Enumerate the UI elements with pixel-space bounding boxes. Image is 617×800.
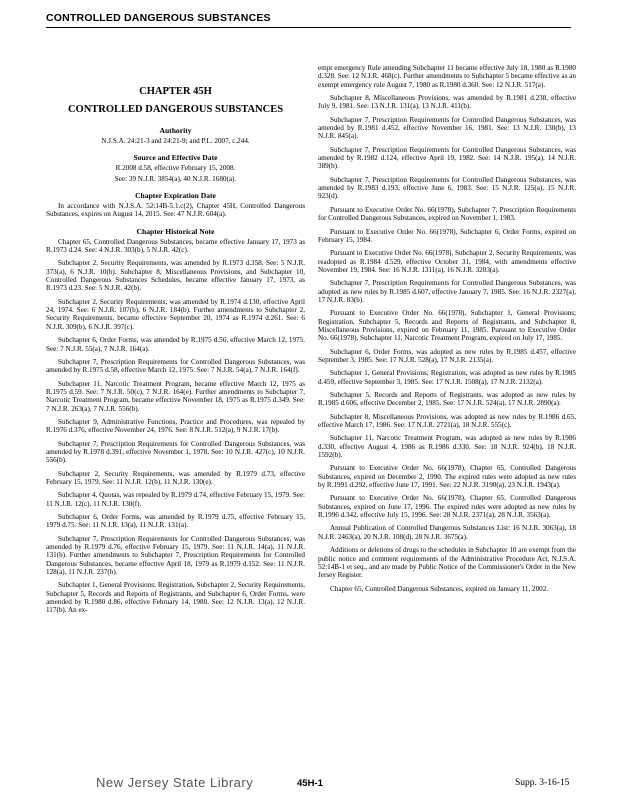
expiration-heading: Chapter Expiration Date: [135, 191, 216, 201]
history-paragraph: Pursuant to Executive Order No. 66(1978), Subchapter 6, Order Forms, expired on February 15, 1984.: [318, 227, 576, 244]
history-paragraph: Subchapter 9, Administrative Functions, Practice and Procedures, was repealed by R.1976 d.376, effective November 24, 1976. See: 8 N.J.R. 512(a), 9 N.J.R. 17(b).: [46, 417, 305, 435]
history-paragraph: Pursuant to Executive Order No. 66(1978), Chapter 65, Controlled Dangerous Substances, expired on June 17, 1996. The expired rules were adopted as new rules by R.1996 d.342, effective July 15, 1996. See: 28 N.J.R. 2371(a), 28 N.J.R. 3563(a).: [318, 494, 576, 520]
history-paragraph: Subchapter 7, Prescription Requirements for Controlled Dangerous Substances, was amended by R.1981 d.452, effective November 16, 1981. See: 13 N.J.R. 130(b), 13 N.J.R. 845(a).: [318, 115, 576, 141]
history-paragraph: Subchapter 6, Order Forms, was amended by R.1979 d.75, effective February 15, 1979 d.75. See: 11 N.J.R. 13(a), 11 N.J.R. 131(a).: [46, 513, 305, 530]
history-paragraph: Subchapter 1, General Provisions; Registration, Subchapter 2, Security Requirements, Subchapter 5, Records and Reports of Registrants, and Subchapter 6, Order Forms, were amended by R.1980 d.86, effective February 14, 1980. See: 12 N.J.R. 13(a), 12 N.J.R. 117(b). An ex-: [46, 581, 305, 615]
history-paragraph: Subchapter 7, Prescription Requirements for Controlled Dangerous Substances, was amended by R.1975 d.58, effective March 12, 1975. See: 7 N.J.R. 54(a), 7 N.J.R. 164(f).: [46, 357, 305, 375]
source-line: R.2008 d.58, effective February 15, 2008.: [115, 164, 236, 173]
history-heading: Chapter Historical Note: [136, 226, 215, 236]
header-rule: [46, 27, 571, 28]
history-paragraph: Subchapter 2, Security Requirements, was amended by R.1974 d.130, effective April 24, 1974. See: 6 N.J.R. 107(b), 6 N.J.R. 184(b). Further amendments to Subchapter 2, Security Requirements, became effective September 20, 1974 as R.1974 d.261. See: 6 N.J.R. 309(b), 6 N.J.R. 397(c).: [46, 297, 305, 331]
history-paragraph: Subchapter 2, Security Requirements, was amended by R.1973 d.358. See: 5 N.J.R. 373(a), 6 N.J.R. 10(b). Subchapter 8, Miscellaneous Provisions, and Subchapter 10, Controlled Dangerous Substances Schedules, became effective January 17, 1973, as R.1973 d.23. See: 5 N.J.R. 42(b).: [46, 259, 305, 293]
page-number: 45H-1: [297, 778, 323, 789]
history-paragraph: Subchapter 7, Prescription Requirements for Controlled Dangerous Substances, was amended by R.1982 d.124, effective April 19, 1982. See: 14 N.J.R. 195(a), 14 N.J.R. 389(b).: [318, 145, 576, 171]
right-column: [318, 64, 576, 598]
history-paragraph: Subchapter 6, Order Forms, was amended by R.1975 d.56, effective March 12, 1975. See: 7 N.J.R. 55(a), 7 N.J.R. 164(a).: [46, 336, 305, 353]
history-paragraph: Subchapter 7, Prescription Requirements for Controlled Dangerous Substances, was amended by R.1978 d.391, effective November 1, 1978. See: 10 N.J.R. 427(c), 10 N.J.R. 556(b).: [46, 439, 305, 465]
library-watermark: New Jersey State Library: [96, 775, 254, 790]
authority-text: N.J.S.A. 24:21-3 and 24:21-9; and P.L. 2007, c.244.: [101, 137, 250, 145]
history-paragraph: Subchapter 11, Narcotic Treatment Program, was adopted as new rules by R.1986 d.330, effective August 4, 1986 as R.1986 d.330. See: 18 N.J.R. 924(b), 18 N.J.R. 1592(b).: [318, 434, 576, 460]
supplement-date: Supp. 3-16-15: [515, 778, 570, 788]
history-paragraph: Subchapter 2, Security Requirements, was amended by R.1979 d.73, effective February 15, 1979. See: 11 N.J.R. 12(b), 11 N.J.R. 130(e).: [46, 469, 305, 486]
source-citation: See: 39 N.J.R. 3854(a), 40 N.J.R. 1680(a).: [114, 174, 237, 183]
history-right-paragraphs: [318, 64, 576, 593]
history-paragraph: Subchapter 8, Miscellaneous Provisions, was adopted as new rules by R.1986 d.65, effective March 17, 1986. See: 17 N.J.R. 2721(a), 18 N.J.R. 555(c).: [318, 412, 576, 430]
history-paragraph: Annual Publication of Controlled Dangerous Substances List: 16 N.J.R. 3063(a), 18 N.J.R. 2463(a), 20 N.J.R. 108(d), 28 N.J.R. 3675(a).: [318, 524, 576, 541]
history-paragraph: Subchapter 7, Prescription Requirements for Controlled Dangerous Substances, was amended by R.1983 d.193, effective June 6, 1983. See: 15 N.J.R. 125(a), 15 N.J.R. 923(d).: [318, 175, 576, 201]
history-paragraph: Additions or deletions of drugs to the schedules in Subchapter 10 are exempt from the public notice and comment requirements of the Administrative Procedure Act, N.J.S.A. 52:14B-1 et seq., and are made by Public Notice of the Commissioner's Order in the New Jersey Register.: [318, 546, 576, 580]
history-paragraph: empt emergency Rule amending Subchapter 11 became effective July 18, 1980 as R.1980 d.328. See: 12 N.J.R. 468(c). Further amendments to Subchapter 5 became effective as an exempt emergency rule August 7, 1980 as R.1980 d.360. See: 12 N.J.R. 517(a).: [318, 64, 576, 89]
history-paragraph: Pursuant to Executive Order No. 66(1978), Subchapter 2, Security Requirements, was readopted as R.1984 d.529, effective October 31, 1984, with amendments effective November 19, 1984. See: 16 N.J.R. 1311(a), 16 N.J.R. 3203(a).: [318, 249, 576, 274]
history-paragraph: Chapter 65, Controlled Dangerous Substances, became effective January 17, 1973 as R.1973 d.24. See: 4 N.J.R. 303(b), 5 N.J.R. 42(c).: [46, 237, 305, 255]
history-paragraph: Pursuant to Executive Order No. 66(1978), Subchapter 1, General Provisions; Registration, Subchapter 5, Records and Reports of Registrants, and Subchapter 8, Miscellaneous Provisions, expired on February 11, 1985. Pursuant to Executive Order No. 66(1978), Subchapter 11, Narcotic Treatment Program, expired on July 17, 1985.: [318, 309, 576, 343]
history-paragraph: Subchapter 1, General Provisions; Registration, was adopted as new rules by R.1985 d.459, effective September 3, 1985. See: 17 N.J.R. 1508(a), 17 N.J.R. 2132(a).: [318, 369, 576, 386]
running-head: CONTROLLED DANGEROUS SUBSTANCES: [46, 12, 271, 24]
history-paragraph: Subchapter 8, Miscellaneous Provisions, was amended by R.1981 d.238, effective July 9, 1981. See: 13 N.J.R. 131(a), 13 N.J.R. 411(b).: [318, 94, 576, 111]
history-paragraph: Pursuant to Executive Order No. 66(1978), Subchapter 7, Prescription Requirements for Controlled Dangerous Substances, expired on November 1, 1983.: [318, 205, 576, 223]
history-left-paragraphs: [46, 238, 305, 615]
history-paragraph: Subchapter 11, Narcotic Treatment Program, became effective March 12, 1975 as R.1975 d.59. See: 7 N.J.R. 50(c), 7 N.J.R. 164(e). Further amendments to Subchapter 7, Narcotic Treatment Program, became effective November 18, 1975 as R.1975 d.349. See: 7 N.J.R. 263(a), 7 N.J.R. 556(b).: [46, 379, 305, 413]
left-column: [46, 86, 305, 620]
history-paragraph: Subchapter 7, Prescription Requirements for Controlled Dangerous Substances, was adopted as new rules by R.1985 d.607, effective January 7, 1985. See: 16 N.J.R. 2327(a), 17 N.J.R. 83(b).: [318, 279, 576, 304]
history-paragraph: Subchapter 7, Prescription Requirements for Controlled Dangerous Substances, was amended by R.1979 d.76, effective February 15, 1979. See: 11 N.J.R. 14(a), 11 N.J.R. 131(b). Further amendments to Subchapter 7, Prescription Requirements for Controlled Dangerous Substances, became effective April 18, 1979 as R.1979 d.152. See: 11 N.J.R. 128(a), 11 N.J.R. 237(b).: [46, 534, 305, 577]
history-paragraph: Chapter 65, Controlled Dangerous Substances, expired on January 11, 2002.: [330, 584, 549, 593]
expiration-text: In accordance with N.J.S.A. 52:14B-5.1.c(2), Chapter 45H, Controlled Dangerous Substances, expires on August 14, 2015. See: 47 N.J.R. 604(a).: [46, 202, 305, 219]
history-paragraph: Pursuant to Executive Order No. 66(1978), Chapter 65, Controlled Dangerous Substances, expired on December 2, 1990. The expired rules were adopted as new rules by R.1991 d.292, effective June 17, 1991. See: 22 N.J.R. 3190(a), 23 N.J.R. 1943(a).: [318, 464, 576, 490]
history-paragraph: Subchapter 5, Records and Reports of Registrants, was adopted as new rules by R.1985 d.606, effective December 2, 1985. See: 17 N.J.R. 524(a), 17 N.J.R. 2890(a).: [318, 391, 576, 408]
chapter-title: CONTROLLED DANGEROUS SUBSTANCES: [67, 104, 284, 115]
history-paragraph: Subchapter 6, Order Forms, was adopted as new rules by R.1985 d.457, effective September 3, 1985. See: 17 N.J.R. 528(a), 17 N.J.R. 2135(a).: [318, 347, 576, 364]
chapter-number: CHAPTER 45H: [139, 86, 212, 97]
source-heading: Source and Effective Date: [133, 153, 218, 163]
authority-heading: Authority: [159, 126, 192, 135]
history-paragraph: Subchapter 4, Quotas, was repealed by R.1979 d.74, effective February 15, 1979. See: 11 N.J.R. 12(c), 11 N.J.R. 130(f).: [46, 491, 305, 508]
